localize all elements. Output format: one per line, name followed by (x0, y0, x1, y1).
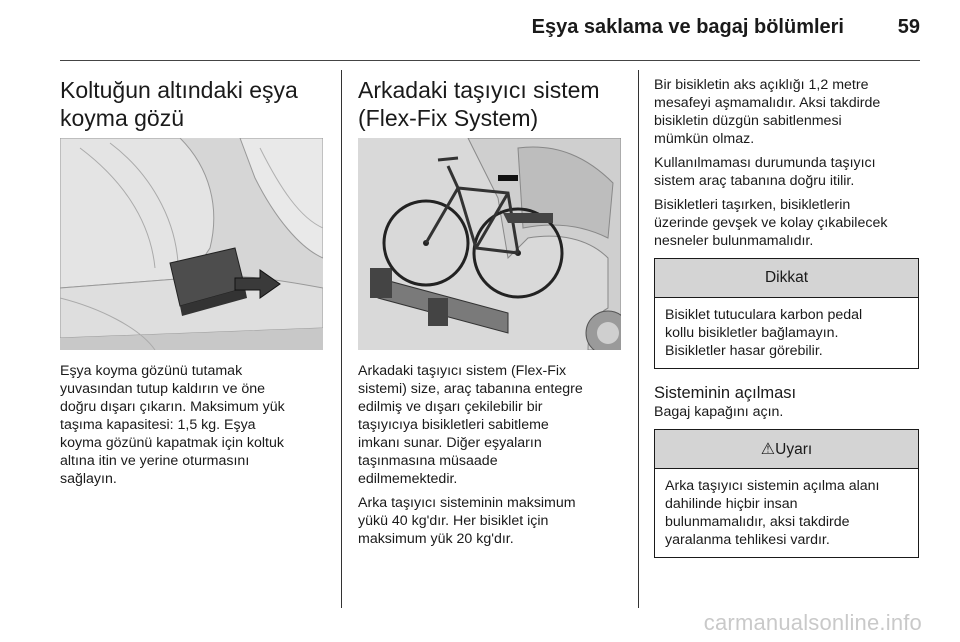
column-3 (654, 76, 922, 558)
column-2 (358, 76, 623, 548)
seat-drawer-illustration (60, 138, 323, 350)
heading-line: (Flex-Fix System) (358, 105, 539, 131)
opening-instruction: Bagaj kapağını açın. (654, 404, 784, 420)
section-heading-rear-carrier (358, 76, 623, 132)
header-rule (60, 60, 920, 61)
watermark: carmanualsonline.info (703, 610, 922, 635)
heading-line: Koltuğun altındaki eşya (60, 77, 298, 103)
page-number: 59 (897, 16, 920, 38)
seat-storage-paragraph: Eşya koyma gözünü tutamak yuvasından tutup kaldırın ve öne doğru dışarı çıkarın. Maksimum yük taşıma kapasitesi: 1,5 kg. Eşya koyma gözünü kapatmak için koltuk altına itin ve yerine oturmasını sağlayın. (60, 363, 285, 487)
header-title: Eşya saklama ve bagaj bölümleri (531, 16, 844, 38)
notice-box (654, 258, 919, 369)
section-heading-seat-storage (60, 76, 325, 132)
page-header (60, 14, 920, 54)
bicycle-carrier-illustration (358, 138, 621, 350)
warning-box (654, 429, 919, 558)
carrier-intro-paragraph: Arkadaki taşıyıcı sistem (Flex-Fix sistemi) size, araç tabanına entegre edilmiş ve dışarı çekilebilir bir taşıyıcıya bisikletleri sabitleme imkanı sunar. Diğer eşyaların taşınmasına müsaade edilmemektedir. (358, 363, 583, 487)
warning-icon: ⚠ (760, 439, 776, 458)
notice-text: Bisiklet tutuculara karbon pedal kollu bisikletler bağlamayın. Bisikletler hasar görebilir. (665, 307, 863, 359)
loose-objects-paragraph: Bisikletleri taşırken, bisikletlerin üzerinde gevşek ve kolay çıkabilecek nesneler bulunmamalıdır. (654, 197, 888, 249)
carrier-load-paragraph: Arka taşıyıcı sisteminin maksimum yükü 40 kg'dır. Her bisiklet için maksimum yük 20 kg'dır. (358, 495, 576, 547)
warning-header (655, 430, 918, 469)
warning-title: Uyarı (775, 441, 813, 458)
heading-line: koyma gözü (60, 105, 185, 131)
warning-text: Arka taşıyıcı sistemin açılma alanı dahilinde hiçbir insan bulunmamalıdır, aksi takdirde yaralanma tehlikesi vardır. (665, 478, 880, 548)
column-divider-1 (341, 70, 342, 608)
opening-subheading: Sisteminin açılması (654, 384, 797, 402)
heading-line: Arkadaki taşıyıcı sistem (358, 77, 600, 103)
notice-title: Dikkat (655, 259, 918, 298)
column-divider-2 (638, 70, 639, 608)
axle-spacing-paragraph: Bir bisikletin aks açıklığı 1,2 metre mesafeyi aşmamalıdır. Aksi takdirde bisikletin düzgün sabitlenmesi mümkün olmaz. (654, 77, 881, 147)
unused-paragraph: Kullanılmaması durumunda taşıyıcı sistem araç tabanına doğru itilir. (654, 155, 876, 189)
column-1 (60, 76, 325, 488)
